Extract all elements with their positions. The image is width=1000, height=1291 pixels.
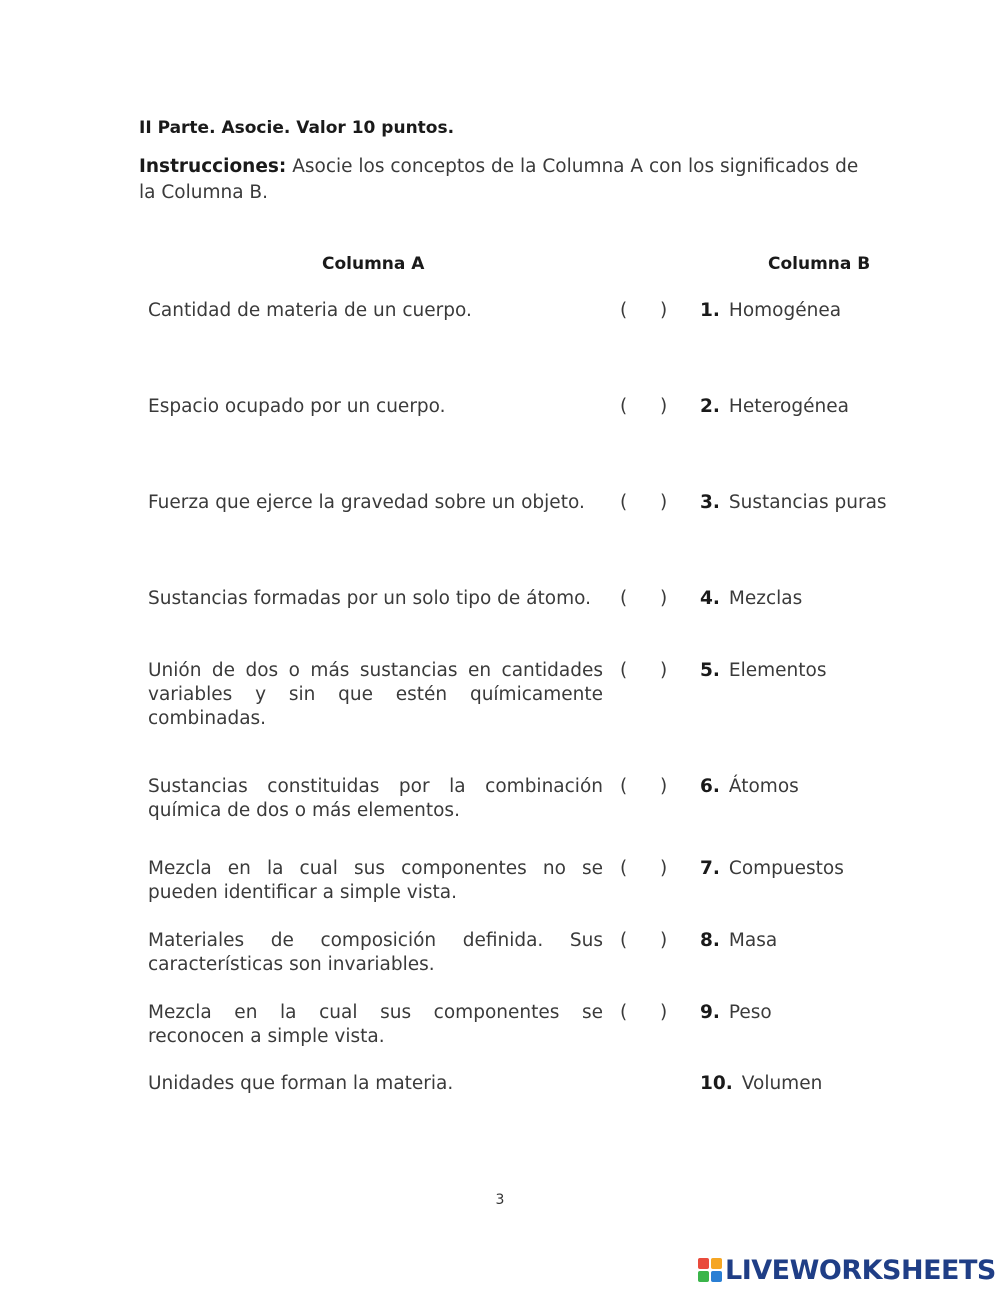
- column-b-title: Columna B: [768, 254, 871, 274]
- logo-blocks-icon: [698, 1258, 722, 1282]
- page-number: 3: [495, 1192, 505, 1208]
- instructions: [139, 154, 869, 206]
- definition-1: Cantidad de materia de un cuerpo.: [148, 300, 472, 321]
- term-1: 1. Homogénea: [700, 300, 842, 321]
- term-10: 10. Volumen: [700, 1073, 823, 1094]
- definition-10: Unidades que forman la materia.: [148, 1073, 454, 1094]
- definition-9: Mezcla en la cual sus componentes se reconocen a simple vista.: [148, 1002, 603, 1047]
- definition-8: Materiales de composición definida. Sus características son invariables.: [148, 930, 603, 975]
- instructions-text: Asocie los conceptos de la Columna A con los significados de la Columna B.: [139, 156, 859, 203]
- section-heading: II Parte. Asocie. Valor 10 puntos.: [139, 118, 455, 138]
- term-6: 6. Átomos: [700, 776, 799, 797]
- definition-2: Espacio ocupado por un cuerpo.: [148, 396, 446, 417]
- definition-5: Unión de dos o más sustancias en cantidades variables y sin que estén químicamente combinadas.: [148, 660, 603, 729]
- term-4: 4. Mezclas: [700, 588, 803, 609]
- term-8: 8. Masa: [700, 930, 778, 951]
- logo-block-orange: [711, 1258, 722, 1269]
- definition-4: Sustancias formadas por un solo tipo de átomo.: [148, 588, 591, 609]
- instructions-label: Instrucciones:: [139, 156, 287, 177]
- logo-block-blue: [711, 1271, 722, 1282]
- logo-text: LIVEWORKSHEETS: [725, 1254, 996, 1286]
- liveworksheets-logo: [698, 1255, 996, 1285]
- definition-6: Sustancias constituidas por la combinación química de dos o más elementos.: [148, 776, 603, 821]
- term-9: 9. Peso: [700, 1002, 772, 1023]
- term-7: 7. Compuestos: [700, 858, 844, 879]
- term-3: 3. Sustancias puras: [700, 492, 887, 513]
- logo-block-green: [698, 1271, 709, 1282]
- definition-7: Mezcla en la cual sus componentes no se pueden identificar a simple vista.: [148, 858, 603, 903]
- definition-3: Fuerza que ejerce la gravedad sobre un objeto.: [148, 492, 585, 513]
- column-a-title: Columna A: [322, 254, 425, 274]
- term-2: 2. Heterogénea: [700, 396, 849, 417]
- term-5: 5. Elementos: [700, 660, 827, 681]
- logo-block-red: [698, 1258, 709, 1269]
